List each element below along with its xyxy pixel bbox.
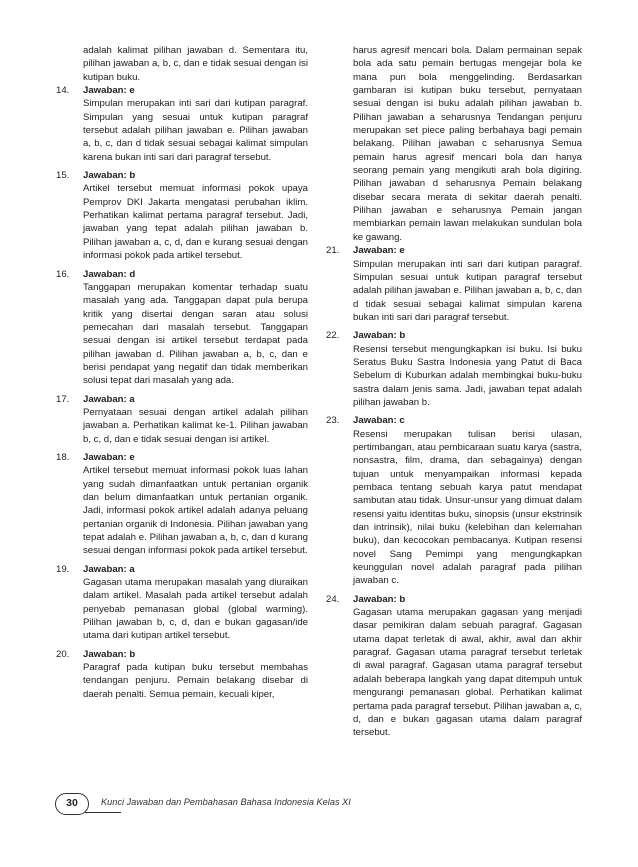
answer-item-24 [326,593,582,740]
item-number: 17. [56,393,70,405]
explanation-text: Gagasan utama merupakan gagasan yang menjadi dasar pemikiran dalam sebuah paragraf. Gagasan utama dapat terletak di awal, akhir, awal dan akhir paragraf. Gagasan utama paragraf tersebut terletak di awal paragraf. Gagasan utama paragraf tersebut adalah beberapa langkah yang dapat ditempuh untuk mengurangi pemanasan global. Perhatikan kalimat pertama pada paragraf tersebut. Pilihan jawaban a, c, d, dan e bukan gagasan utama dalam paragraf tersebut. [353,607,582,739]
book-title: Kunci Jawaban dan Pembahasan Bahasa Indonesia Kelas XI [101,797,351,807]
answer-label: Jawaban: c [353,415,405,427]
item-number: 22. [326,330,340,342]
answer-label: Jawaban: a [83,393,135,405]
left-column [56,44,308,706]
answer-item-22 [326,329,582,409]
answer-label: Jawaban: a [83,563,135,575]
answer-label: Jawaban: e [353,245,405,257]
explanation-text: Artikel tersebut memuat informasi pokok luas lahan yang sudah dimanfaatkan untuk pertanian organik dan belum dimanfaatkan untuk pertanian organik. Jadi, informasi pokok artikel adalah adanya peluang pertanian organik di Indonesia. Pilihan jawaban yang tepat adalah e. Pilihan jawaban a, b, c, dan d kurang sesuai dengan informasi pokok pada artikel tersebut. [83,465,308,557]
answer-item-17 [56,393,308,446]
explanation-text: Resensi merupakan tulisan berisi ulasan, pertimbangan, atau pembicaraan suatu karya (sastra, nonsastra, film, drama, dan sebagainya) dengan tujuan untuk menyampaikan informasi kepada pembaca tentang sebuah karya patut mendapat sambutan atau tidak. Unsur-unsur yang dimuat dalam resensi yaitu identitas buku, sinopsis (unsur ekstrinsik dan intrinsik), nilai buku (kelebihan dan kelemahan buku), dan kecocokan pembacanya. Kutipan resensi novel Sang Pemimpi yang mengungkapkan keunggulan novel adalah paragraf pada pilihan jawaban c. [353,428,582,587]
explanation-text: Simpulan merupakan inti sari dari kutipan paragraf. Simpulan yang sesuai untuk kutipan paragraf tersebut adalah pilihan jawaban e. Pilihan jawaban a, b, c, dan d tidak sesuai sebagai kalimat simpulan karena bukan inti sari dari paragraf tersebut. [83,98,308,163]
page-number: 30 [55,793,89,815]
footer-rule [85,812,121,813]
answer-label: Jawaban: b [353,593,406,605]
item-number: 19. [56,563,70,575]
answer-label: Jawaban: d [83,268,136,280]
answer-item-16 [56,268,308,388]
answer-label: Jawaban: e [83,85,135,97]
item-number: 23. [326,415,340,427]
answer-item-20 [56,648,308,701]
item-number: 24. [326,593,340,605]
right-column [326,44,582,745]
item-number: 20. [56,648,70,660]
answer-label: Jawaban: b [83,170,136,182]
item-number: 14. [56,85,70,97]
answer-item-18 [56,451,308,558]
item-number: 15. [56,170,70,182]
answer-label: Jawaban: b [353,330,406,342]
explanation-text: Pernyataan sesuai dengan artikel adalah pilihan jawaban a. Perhatikan kalimat ke-1. Pilihan jawaban b, c, d, dan e tidak sesuai dengan isi artikel. [83,406,308,445]
answer-item-19 [56,563,308,643]
item-number: 21. [326,245,340,257]
answer-item-21 [326,244,582,324]
item-number: 18. [56,451,70,463]
explanation-text: Tanggapan merupakan komentar terhadap suatu masalah yang ada. Tanggapan dapat pula berupa kritik yang disertai dengan saran atau solusi pemecahan dari masalah tersebut. Tanggapan sesuai dengan isi artikel tersebut terdapat pada pilihan jawaban d. Pilihan jawaban a, b, c, dan e berisi pendapat yang negatif dan tidak memberikan solusi tepat dari masalah yang ada. [83,281,308,387]
answer-item-15 [56,169,308,262]
answer-label: Jawaban: b [83,648,136,660]
continuation-text: adalah kalimat pilihan jawaban d. Sementara itu, pilihan jawaban a, b, c, dan e tidak sesuai dengan isi kutipan buku. [83,45,308,83]
item-number: 16. [56,268,70,280]
answer-item-23 [326,414,582,587]
explanation-text: Gagasan utama merupakan masalah yang diuraikan dalam artikel. Masalah pada artikel tersebut adalah penyebab pemanasan global (global warming). Pilihan jawaban b, c, d, dan e bukan gagasan/ide utama dari kutipan artikel tersebut. [83,577,308,642]
page-footer [55,793,351,819]
explanation-text: Simpulan merupakan inti sari dari kutipan paragraf. Simpulan sesuai untuk kutipan paragraf tersebut adalah pilihan jawaban e. Pilihan jawaban a, b, c, dan d tidak sesuai sebagai kalimat simpulan karena bukan inti sari dari paragraf tersebut. [353,258,582,323]
explanation-text: Resensi tersebut mengungkapkan isi buku. Isi buku Seratus Buku Sastra Indonesia yang Patut di Baca Sebelum di Kuburkan adalah membingkai buku-buku sastra dalam jenis sama. Jadi, jawaban tepat adalah pilihan jawaban b. [353,343,582,408]
explanation-text: Artikel tersebut memuat informasi pokok upaya Pemprov DKI Jakarta mengatasi perubahan iklim. Perhatikan kalimat pertama paragraf tersebut. Jadi, jawaban yang tepat adalah pilihan jawaban b. Pilihan jawaban a, c, d, dan e kurang sesuai dengan informasi pokok pada artikel tersebut. [83,183,308,262]
answer-item-14 [56,84,308,164]
answer-label: Jawaban: e [83,451,135,463]
explanation-text: Paragraf pada kutipan buku tersebut membahas tendangan penjuru. Pemain belakang disebar di daerah penalti. Semua pemain, kecuali kiper, [83,662,308,700]
continuation-text: harus agresif mencari bola. Dalam permainan sepak bola ada satu pemain bertugas mengejar bola ke mana pun bola menggelinding. Berdasarkan gambaran isi kutipan buku tersebut, pernyataan sesuai dengan isi buku adalah pilihan jawaban b. Pilihan jawaban a seharusnya Tendangan penjuru merupakan set piece paling berbahaya bagi pemain belakang. Pilihan jawaban c seharusnya Semua pemain harus agresif mencari bola dan hanya seorang pemain yang mengikuti arah bola digiring. Pilihan jawaban d seharusnya Pemain belakang disebar secara merata di sekitar daerah penalti. Pilihan jawaban e seharusnya Pemain jangan membiarkan pemain lawan melakukan sundulan bola ke gawang. [353,45,582,243]
